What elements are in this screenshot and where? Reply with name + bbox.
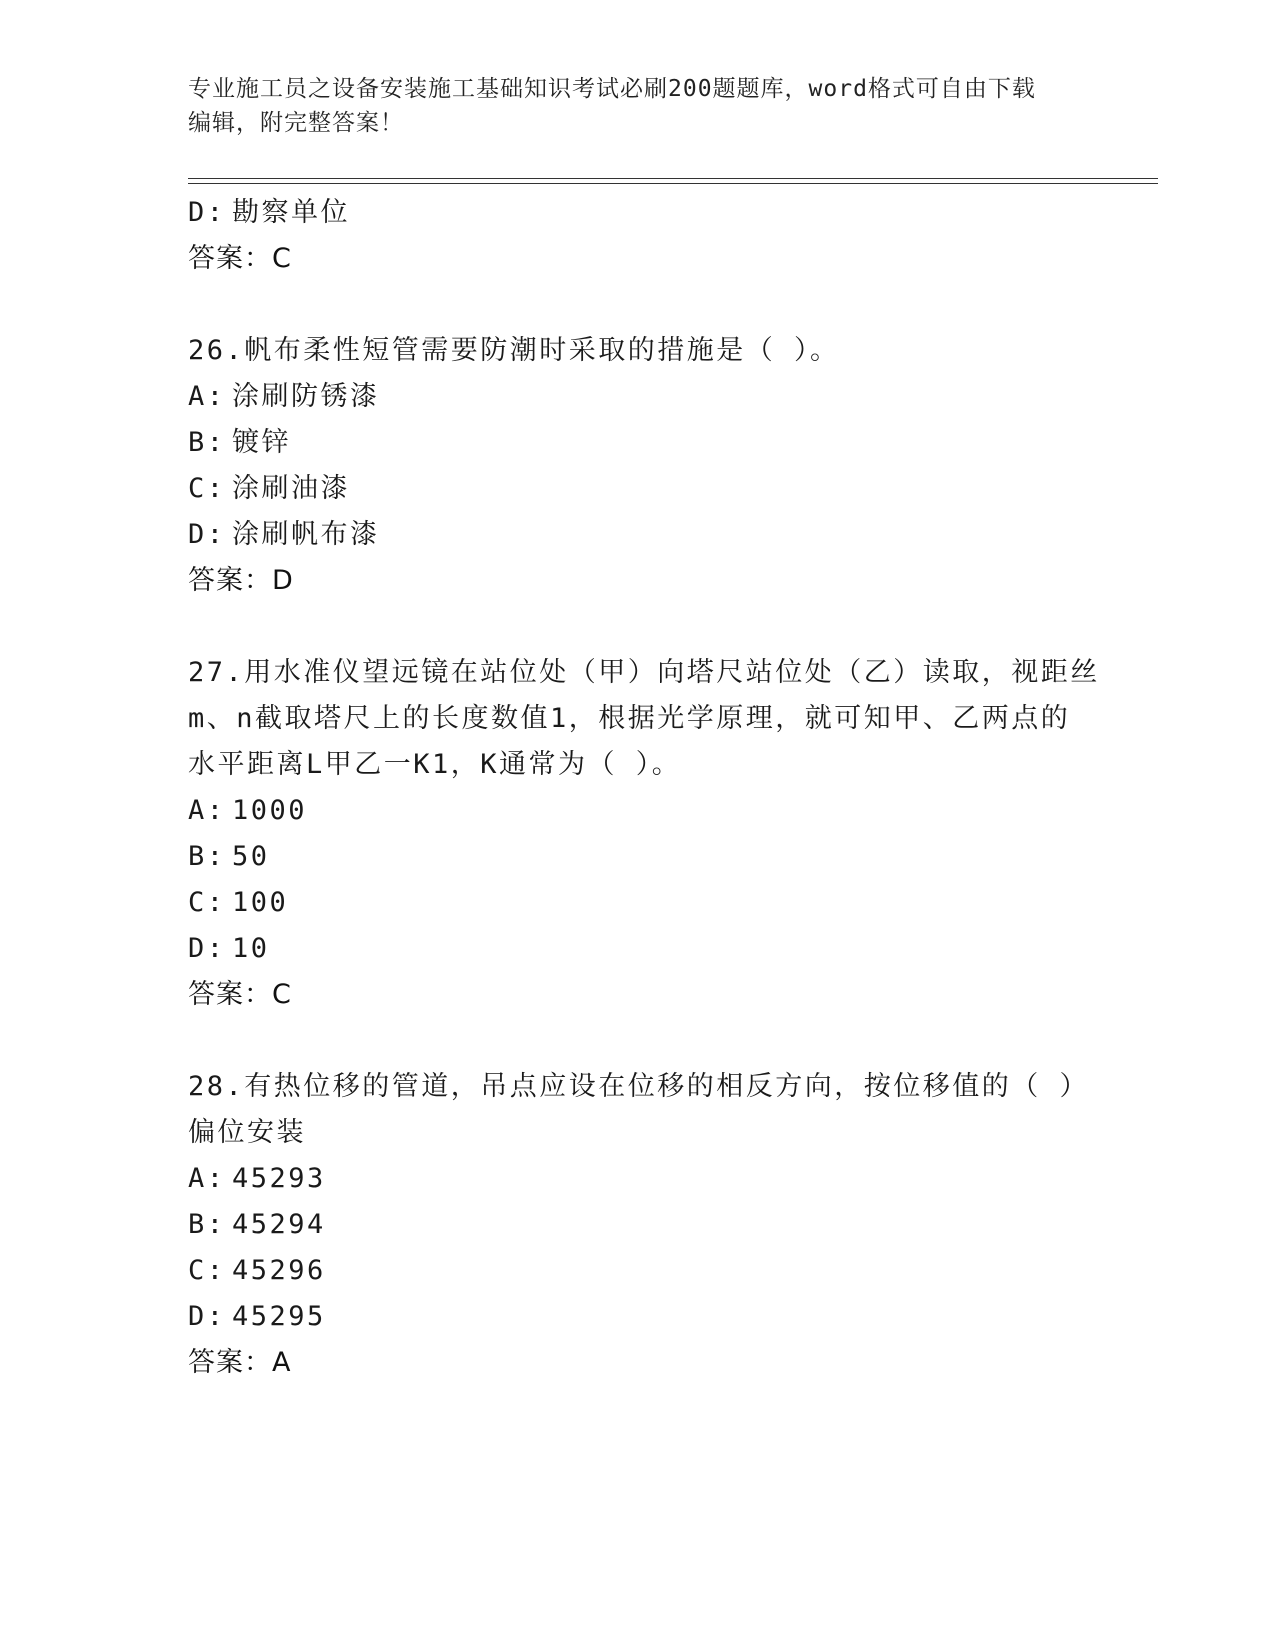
question-stem-line: 26.帆布柔性短管需要防潮时采取的措施是（ ）。: [188, 335, 840, 366]
option-label: D:: [188, 197, 226, 228]
option-c: [188, 880, 1088, 926]
question-list: [188, 190, 1100, 1386]
option-d: [188, 512, 1088, 558]
option-text: 勘察单位: [232, 197, 350, 228]
option-label: A:: [188, 1163, 226, 1194]
option-text: 10: [232, 933, 270, 964]
option-text: 涂刷帆布漆: [232, 519, 380, 550]
option-label: A:: [188, 795, 226, 826]
question-stem-line: 水平距离L甲乙一K1，K通常为（ ）。: [188, 749, 682, 780]
option-b: [188, 834, 1088, 880]
option-label: D:: [188, 933, 226, 964]
option-text: 100: [232, 887, 289, 918]
option-text: 1000: [232, 795, 308, 826]
header-title-line-1: 专业施工员之设备安装施工基础知识考试必刷200题题库，word格式可自由下载: [188, 76, 1036, 102]
option-text: 45293: [232, 1163, 326, 1194]
option-label: D:: [188, 1301, 226, 1332]
option-label: B:: [188, 841, 226, 872]
question-stem-line: 偏位安装: [188, 1117, 306, 1148]
answer: 答案：C: [188, 979, 292, 1010]
option-label: C:: [188, 473, 226, 504]
answer: 答案：A: [188, 1347, 292, 1378]
header-title-line-2: 编辑，附完整答案！: [188, 110, 404, 136]
spacer: [188, 282, 1088, 328]
option-text: 50: [232, 841, 270, 872]
document-header: [188, 72, 1088, 140]
option-d: [188, 926, 1088, 972]
option-text: 45294: [232, 1209, 326, 1240]
option-label: B:: [188, 427, 226, 458]
option-a: [188, 788, 1088, 834]
option-a: [188, 1156, 1088, 1202]
spacer: [188, 1018, 1088, 1064]
option-label: C:: [188, 887, 226, 918]
option-text: 涂刷油漆: [232, 473, 350, 504]
option-c: [188, 1248, 1088, 1294]
option-text: 涂刷防锈漆: [232, 381, 380, 412]
option-d: [188, 1294, 1088, 1340]
question-stem-line: m、n截取塔尺上的长度数值1，根据光学原理，就可知甲、乙两点的: [188, 703, 1071, 734]
header-divider-secondary: [188, 183, 1158, 184]
option-text: 45295: [232, 1301, 326, 1332]
prev-option-d: [188, 190, 1088, 236]
prev-answer: 答案：C: [188, 243, 292, 274]
question-28: [188, 1064, 1088, 1386]
answer: 答案：D: [188, 565, 294, 596]
option-label: D:: [188, 519, 226, 550]
question-27: [188, 650, 1100, 1018]
spacer: [188, 604, 1088, 650]
option-a: [188, 374, 1088, 420]
question-stem-line: 28.有热位移的管道，吊点应设在位移的相反方向，按位移值的（ ）: [188, 1071, 1090, 1102]
option-label: C:: [188, 1255, 226, 1286]
option-b: [188, 1202, 1088, 1248]
option-b: [188, 420, 1088, 466]
header-divider: [188, 178, 1158, 179]
option-label: A:: [188, 381, 226, 412]
option-text: 镀锌: [232, 427, 291, 458]
option-label: B:: [188, 1209, 226, 1240]
option-text: 45296: [232, 1255, 326, 1286]
option-c: [188, 466, 1088, 512]
question-stem-line: 27.用水准仪望远镜在站位处（甲）向塔尺站位处（乙）读取，视距丝: [188, 657, 1100, 688]
question-26: [188, 328, 1088, 604]
